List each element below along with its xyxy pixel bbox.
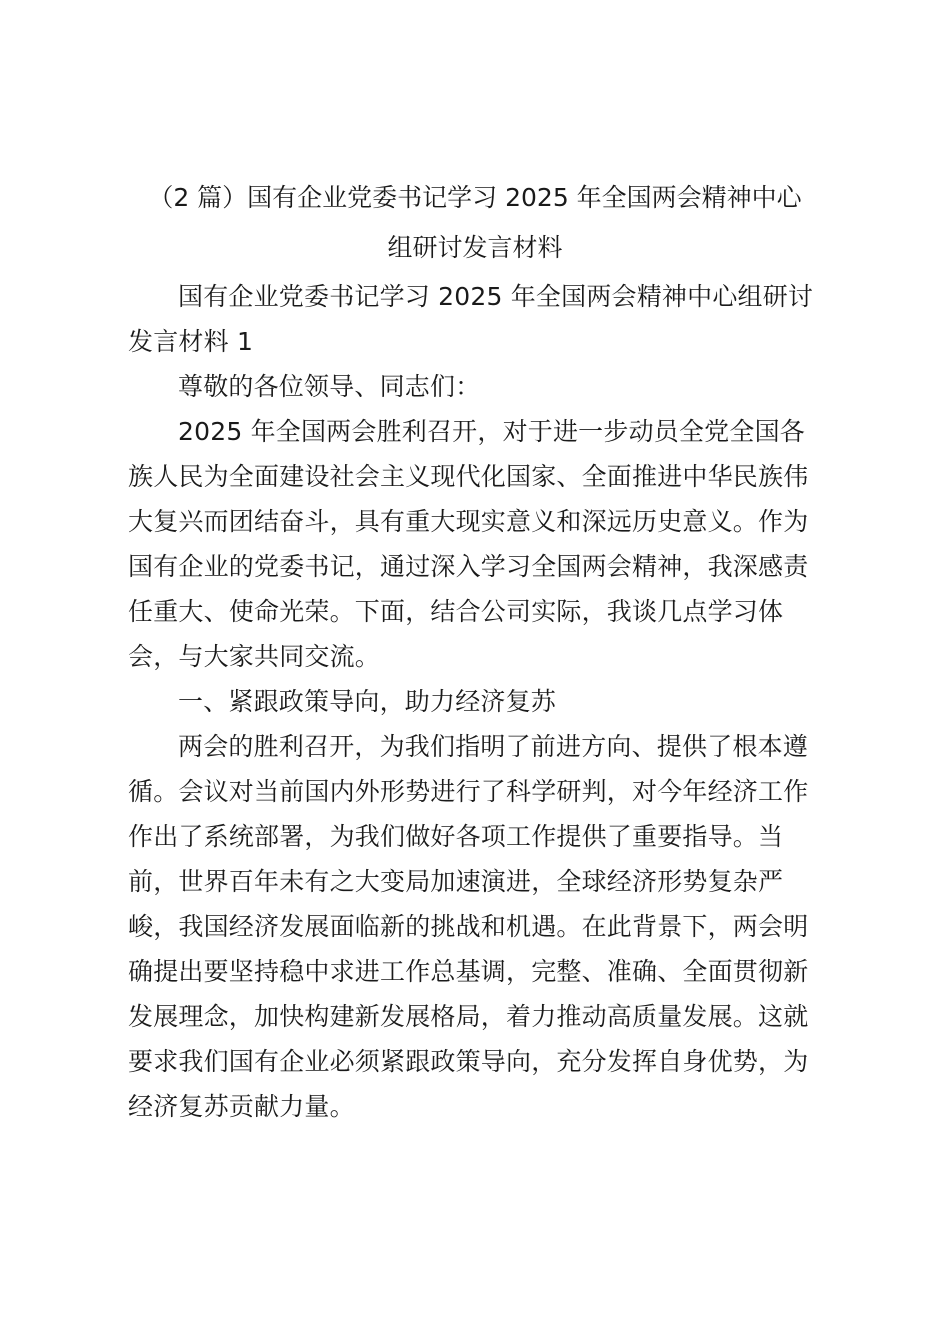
paragraph-line: 大复兴而团结奋斗，具有重大现实意义和深远历史意义。作为 [128,507,809,536]
paragraph-line: 任重大、使命光荣。下面，结合公司实际，我谈几点学习体 [128,597,784,626]
document-title-line-1: （2 篇）国有企业党委书记学习 2025 年全国两会精神中心 [148,183,802,212]
paragraph-line: 国有企业的党委书记，通过深入学习全国两会精神，我深感责 [128,552,809,581]
paragraph-line: 会，与大家共同交流。 [128,642,381,671]
paragraph-line: 2025 年全国两会胜利召开，对于进一步动员全党全国各 [178,417,805,446]
subtitle-line-2: 发言材料 1 [128,327,254,356]
paragraph-line: 前，世界百年未有之大变局加速演进，全球经济形势复杂严 [128,867,784,896]
section-heading: 一、紧跟政策导向，助力经济复苏 [178,687,557,716]
paragraph-line: 要求我们国有企业必须紧跟政策导向，充分发挥自身优势，为 [128,1047,809,1076]
paragraph-line: 循。会议对当前国内外形势进行了科学研判，对今年经济工作 [128,777,809,806]
salutation: 尊敬的各位领导、同志们： [178,372,481,401]
paragraph-line: 峻，我国经济发展面临新的挑战和机遇。在此背景下，两会明 [128,912,809,941]
paragraph-line: 经济复苏贡献力量。 [128,1092,355,1121]
paragraph-line: 作出了系统部署，为我们做好各项工作提供了重要指导。当 [128,822,784,851]
paragraph-line: 发展理念，加快构建新发展格局，着力推动高质量发展。这就 [128,1002,809,1031]
document-title-line-2: 组研讨发言材料 [387,233,563,262]
paragraph-line: 确提出要坚持稳中求进工作总基调，完整、准确、全面贯彻新 [128,957,809,986]
subtitle-line-1: 国有企业党委书记学习 2025 年全国两会精神中心组研讨 [178,282,814,311]
paragraph-line: 族人民为全面建设社会主义现代化国家、全面推进中华民族伟 [128,462,809,491]
paragraph-line: 两会的胜利召开，为我们指明了前进方向、提供了根本遵 [178,732,809,761]
